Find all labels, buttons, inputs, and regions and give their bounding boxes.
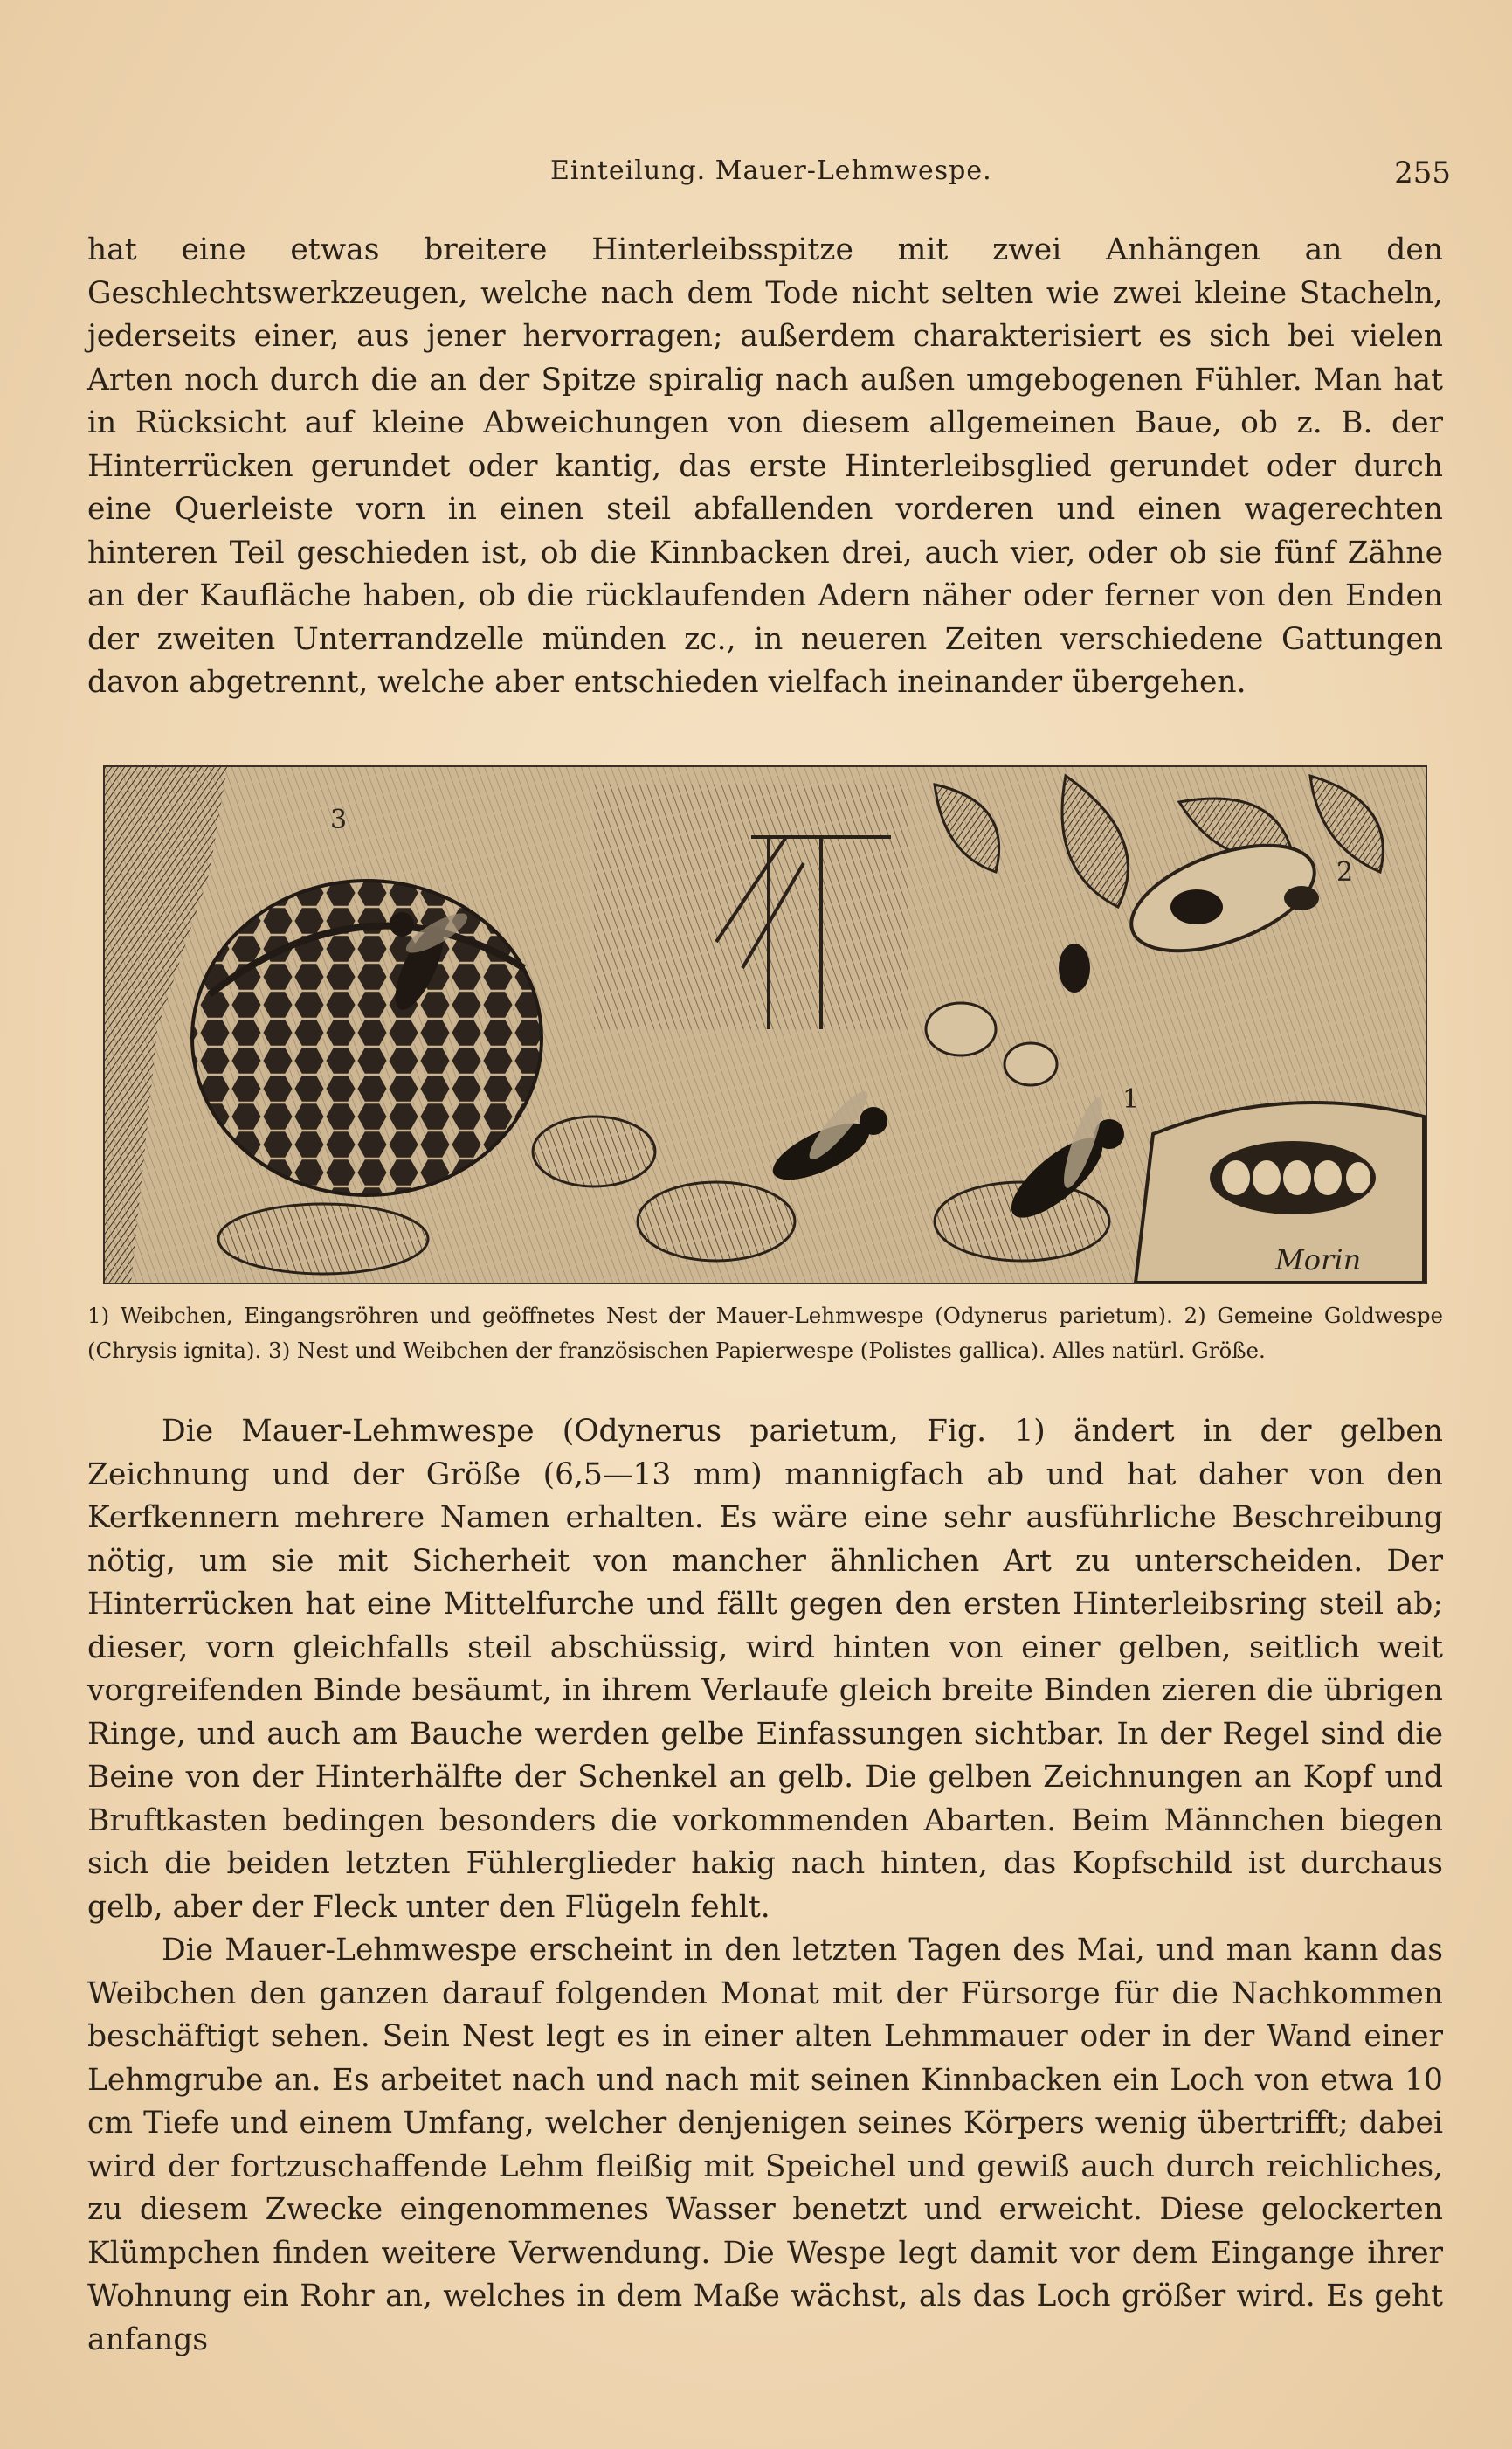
paragraph-description: Die Mauer-Lehmwespe (Odynerus parietum, Fig. 1) ändert in der gelben Zeichnung und der Größe (6,5—13 mm) mannigfach ab und hat daher von den Kerfkennern mehrere Namen erhalten. Es wäre eine sehr ausführliche Beschreibung nötig, um sie mit Sicherheit von mancher ähnlichen Art zu unterscheiden. Der Hinterrücken hat eine Mittelfurche und fällt gegen den ersten Hinterleibsring steil ab; dieser, vorn gleichfalls steil abschüssig, wird hinten von einer gelben, seitlich weit vorgreifenden Binde besäumt, in ihrem Verlaufe gleich breite Binden zieren die übrigen Ringe, und auch am Bauche werden gelbe Einfassungen sichtbar. In der Regel sind die Beine von der Hinterhälfte der Schenkel an gelb. Die gelben Zeichnungen an Kopf und Bruftkasten bedingen besonders die vorkommenden Abarten. Beim Männchen biegen sich die beiden letzten Fühlerglieder hakig nach hinten, das Kopfschild ist durchaus gelb, aber der Fleck unter den Flügeln fehlt. [87, 1414, 1443, 1925]
paragraph-nesting: Die Mauer-Lehmwespe erscheint in den letzten Tagen des Mai, und man kann das Weibchen den ganzen darauf folgenden Monat mit der Fürsorge für die Nachkommen beschäftigt sehen. Sein Nest legt es in einer alten Lehmmauer oder in der Wand einer Lehmgrube an. Es arbeitet nach und nach mit seinen Kinnbacken ein Loch von etwa 10 cm Tiefe und einem Umfang, welcher denjenigen seines Körpers wenig übertrifft; dabei wird der fortzuschaffende Lehm fleißig mit Speichel und gewiß auch durch reichliches, zu diesem Zwecke eingenommenes Wasser benetzt und erweicht. Diese gelockerten Klümpchen finden weitere Verwendung. Die Wespe legt damit vor dem Eingange ihrer Wohnung ein Rohr an, welches in dem Maße wächst, als das Loch größer wird. Es geht anfangs [87, 1933, 1443, 2357]
figure-caption: 1) Weibchen, Eingangsröhren und geöffnetes Nest der Mauer-Lehmwespe (Odynerus parietum). 2) Gemeine Goldwespe (Chrysis ignita). 3) Nest und Weibchen der französischen Papierwespe (Polistes gallica). Alles natürl. Größe. [87, 1303, 1443, 1363]
artist-signature: Morin [1275, 1243, 1362, 1276]
figure-label-1: 1 [1122, 1084, 1140, 1115]
paper-wasp-nest [192, 881, 542, 1195]
page-number: 255 [1394, 156, 1451, 190]
intro-paragraph-block [87, 229, 1443, 705]
figure-label-2: 2 [1336, 857, 1354, 888]
wasp-illustration [103, 765, 1427, 1284]
main-text-block [87, 1410, 1443, 2362]
figure-caption-block [87, 1298, 1443, 1368]
figure-label-3: 3 [330, 805, 348, 835]
intro-paragraph: hat eine etwas breitere Hinterleibsspitze mit zwei Anhängen an den Geschlechtswerkzeugen, welche nach dem Tode nicht selten wie zwei kleine Stacheln, jederseits einer, aus jener hervorragen; außerdem charakterisiert es sich bei vielen Arten noch durch die an der Spitze spiralig nach außen umgebogenen Fühler. Man hat in Rücksicht auf kleine Abweichungen von diesem allgemeinen Baue, ob z. B. der Hinterrücken gerundet oder kantig, das erste Hinterleibsglied gerundet oder durch eine Querleiste vorn in einen steil abfallenden vorderen und einen wagerechten hinteren Teil geschieden ist, ob die Kinnbacken drei, auch vier, oder ob sie fünf Zähne an der Kaufläche haben, ob die rücklaufenden Adern näher oder ferner von den Enden der zweiten Unterrandzelle münden zc., in neueren Zeiten verschiedene Gattungen davon abgetrennt, welche aber entschieden vielfach ineinander übergehen. [87, 232, 1443, 700]
page-header [87, 156, 1451, 199]
running-head: Einteilung. Mauer-Lehmwespe. [550, 156, 992, 186]
